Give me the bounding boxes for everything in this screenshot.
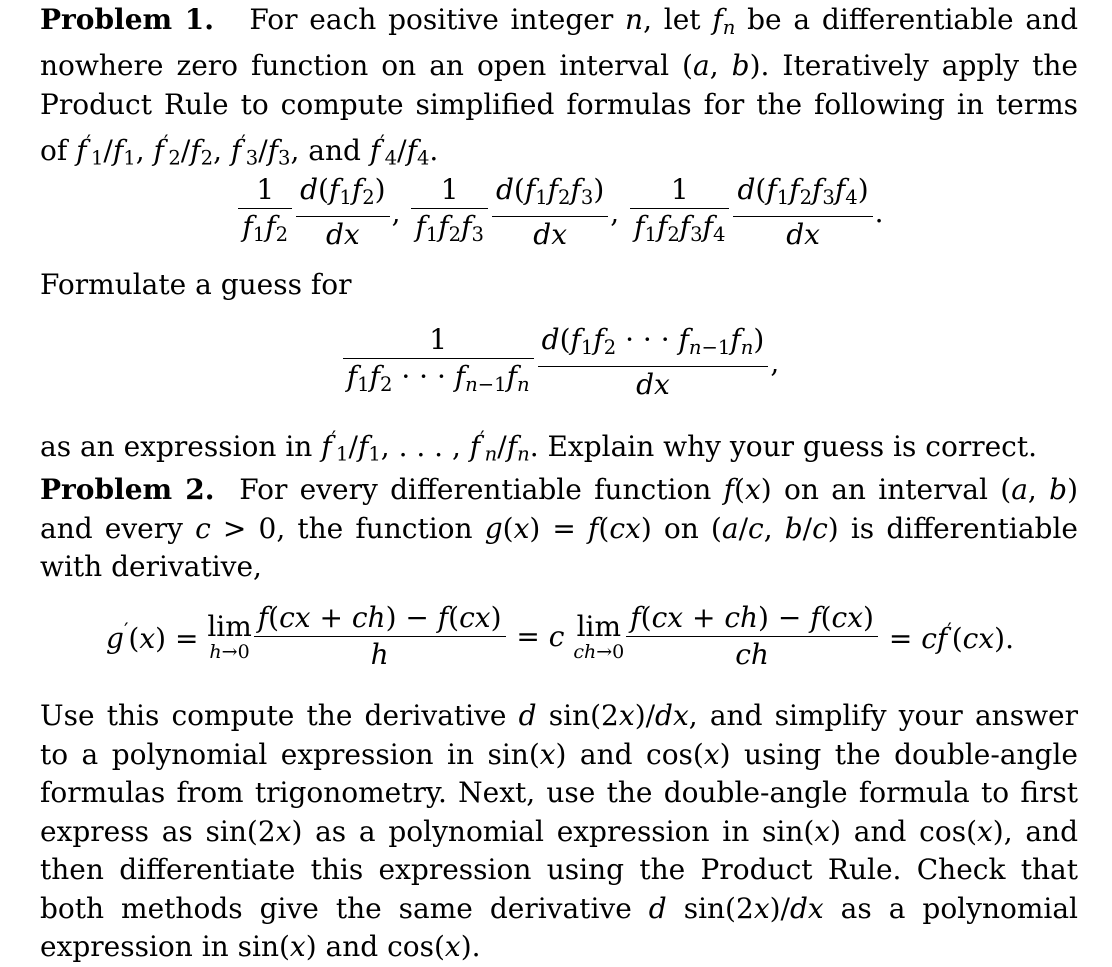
problem-2-body: Use this compute the derivative d sin(2x)/dx, and simplify your answer to a polynomial expression in sin(x) and cos(x) using the double-angle formulas from trigonometry. Next, use the double-angle formula to first express as sin(2x) as a polynomial expression in sin(x) and cos(x), and then differentiate this expression using the Product Rule. Check that both methods give the same derivative d sin(2x)/dx as a polynomial expression in sin(x) and cos(x). [40,699,1079,963]
fraction-1-over-product-n: $\frac{1}{f_1f_2 \cdot \cdot \cdot fn_{-1}fn}$ [343,322,534,403]
problem-2-intro: Problem 2. For every differentiable function f(x) on an interval (a, b) and every c > 0, the function g(x) = f(cx) on (a/c, b/c) is differentiable with derivative, [40,473,1079,583]
limit-h-to-0: lim h→0 [207,609,252,663]
problem-1-heading: Problem 1. [40,3,215,36]
product-derivative-formulas: $\frac{1}{f_1f_2}$ $\frac{d(f_1f_2)}{dx}$ , $\frac{1}{f_1f_2f_3}$ $\frac{d(f_1f_2f_3)}{dx}$ , $\frac{1}{f_1f_2f_3f_4}$ $\frac{d(f_1f_2f_3f_4)}{dx}$ . [40,172,1080,253]
chain-rule-limit-equation: g′(x) = lim h→0 $\frac{f(cx + ch) - f(cx)}{h}$ = c lim ch→0 $\frac{f(cx + ch) - f(cx)}{ch}$ = cf′(cx). [106,601,1014,671]
formulate-text: Formulate a guess for [40,268,352,301]
problem-1-intro: Problem 1. For each positive integer n, let fn be a differentiable and nowhere zero function on an open interval (a, b). Iteratively apply the Product Rule to compute simplified formulas for the following in terms of $f'_1/f_1$, $f'_2/f_2$, $f'_3/f_3$, and $f'_4/f_4$. [40,3,1079,171]
problem-1-closing: as an expression in $f'_1/f_1$, . . . , f′n/fn. Explain why your guess is correct. [40,427,1037,466]
difference-quotient-ch: $\frac{f(cx + ch) - f(cx)}{ch}$ [626,600,878,673]
fraction-d-f1f2-dx: $\frac{d(f_1f_2)}{dx}$ [296,172,390,253]
problem-2-heading: Problem 2. [40,473,215,506]
limit-ch-to-0: lim ch→0 [573,609,625,663]
fraction-1-over-f1f2f3: $\frac{1}{f_1f_2f_3}$ [411,172,488,253]
fraction-d-product-n-dx: $\frac{d(f_1f_2 \cdot \cdot \cdot fn_{-1}fn)}{dx}$ [538,322,769,403]
fraction-1-over-f1f2: $\frac{1}{f_1f_2}$ [238,172,292,253]
fraction-d-f1f2f3-dx: $\frac{d(f_1f_2f_3)}{dx}$ [492,172,608,253]
difference-quotient-h: $\frac{f(cx + ch) - f(cx)}{h}$ [254,600,506,673]
fraction-1-over-f1f2f3f4: $\frac{1}{f_1f_2f_3f_4}$ [630,172,729,253]
general-product-formula: $\frac{1}{f_1f_2 \cdot \cdot \cdot fn_{-1}fn}$ $\frac{d(f_1f_2 \cdot \cdot \cdot fn_{-1}fn)}{dx}$ , [40,322,1080,403]
fraction-d-f1f2f3f4-dx: $\frac{d(f_1f_2f_3f_4)}{dx}$ [733,172,872,253]
